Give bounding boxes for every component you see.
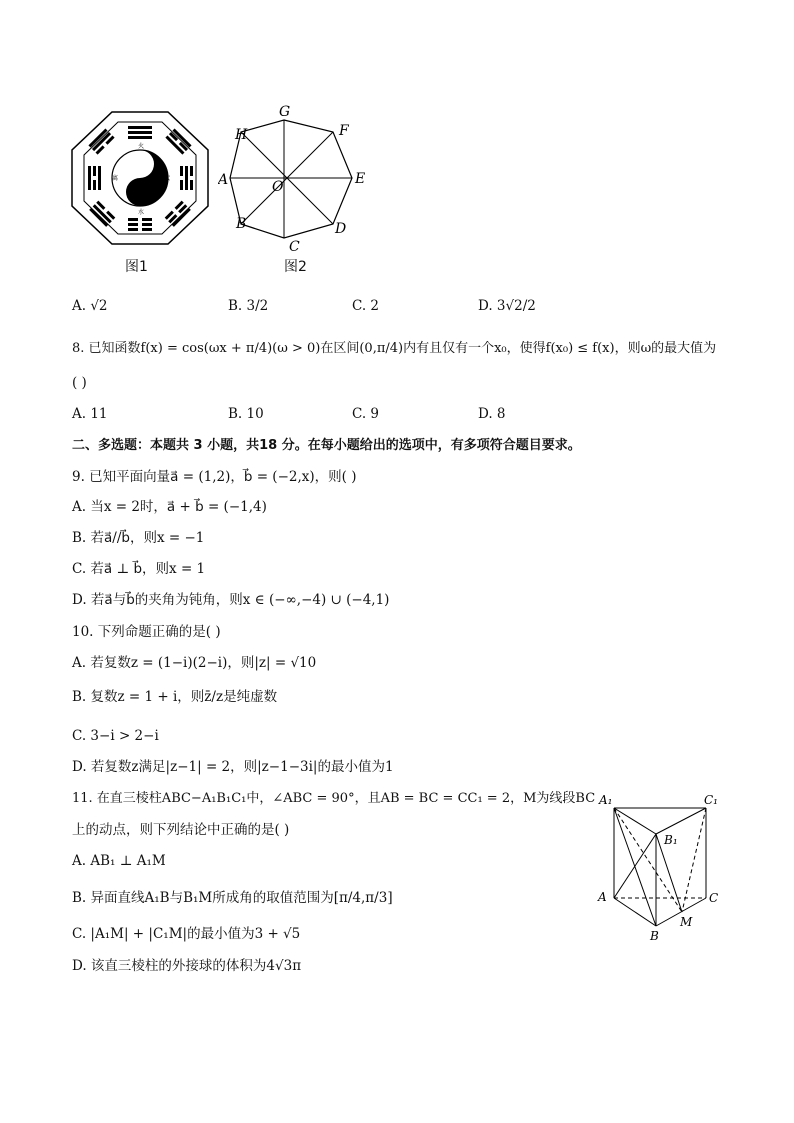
q9-option-d: D. 若a⃗与b⃗的夹角为钝角，则x ∈ (−∞,−4) ∪ (−4,1)	[72, 592, 390, 608]
q8-option-d: D. 8	[478, 406, 506, 422]
label-B1: B₁	[664, 833, 678, 847]
label-C1: C₁	[704, 793, 718, 807]
label-B: B	[650, 929, 659, 943]
q10-option-c: C. 3−i > 2−i	[72, 728, 159, 744]
label-D: D	[335, 221, 347, 237]
figure1-caption: 图1	[125, 259, 148, 275]
section-2-heading: 二、多选题：本题共 3 小题，共18 分。在每小题给出的选项中，有多项符合题目要求。	[72, 438, 581, 453]
bagua-figure	[68, 108, 212, 248]
q11-option-d: D. 该直三棱柱的外接球的体积为4√3π	[72, 958, 302, 974]
q11-option-c: C. |A₁M| + |C₁M|的最小值为3 + √5	[72, 926, 301, 942]
q7-option-d: D. 3√2/2	[478, 298, 536, 314]
q7-option-b: B. 3/2	[228, 298, 269, 314]
q8-stem: 8. 已知函数f(x) = cos(ωx + π/4)(ω > 0)在区间(0,π/4)内有且仅有一个x₀，使得f(x₀) ≤ f(x)，则ω的最大值为	[72, 341, 717, 356]
q8-option-c: C. 9	[352, 406, 380, 422]
label-M: M	[680, 915, 693, 929]
q9-stem: 9. 已知平面向量a⃗ = (1,2)，b⃗ = (−2,x)，则( )	[72, 469, 357, 485]
figure2-caption: 图2	[284, 259, 307, 275]
q8-blank: ( )	[72, 375, 87, 391]
q10-option-b: B. 复数z = 1 + i，则z̄/z是纯虚数	[72, 689, 278, 705]
q9-option-b: B. 若a⃗//b⃗，则x = −1	[72, 530, 205, 546]
label-B: B	[236, 216, 247, 232]
svg-text:火: 火	[138, 143, 145, 150]
q9-option-a: A. 当x = 2时，a⃗ + b⃗ = (−1,4)	[72, 499, 267, 515]
label-O: O	[272, 179, 284, 195]
octagon-figure	[218, 100, 368, 252]
label-A: A	[598, 890, 607, 904]
prism-figure	[594, 788, 726, 944]
label-F: F	[339, 123, 349, 139]
q7-option-c: C. 2	[352, 298, 380, 314]
q11-option-a: A. AB₁ ⊥ A₁M	[72, 853, 166, 869]
svg-text:水: 水	[138, 209, 145, 216]
q10-option-a: A. 若复数z = (1−i)(2−i)，则|z| = √10	[72, 655, 317, 671]
label-G: G	[279, 104, 291, 120]
label-A: A	[218, 172, 229, 188]
label-E: E	[355, 171, 366, 187]
q11-stem-line1: 11. 在直三棱柱ABC−A₁B₁C₁中，∠ABC = 90°，且AB = BC = CC₁ = 2，M为线段BC	[72, 791, 596, 806]
label-C: C	[289, 239, 300, 252]
q11-stem-line2: 上的动点，则下列结论中正确的是( )	[72, 822, 290, 838]
q8-option-a: A. 11	[72, 406, 108, 422]
q9-option-c: C. 若a⃗ ⊥ b⃗，则x = 1	[72, 561, 206, 577]
q7-option-a: A. √2	[72, 298, 108, 314]
q11-option-b: B. 异面直线A₁B与B₁M所成角的取值范围为[π/4,π/3]	[72, 890, 393, 906]
q10-option-d: D. 若复数z满足|z−1| = 2，则|z−1−3i|的最小值为1	[72, 759, 394, 775]
label-C: C	[709, 891, 719, 905]
q8-option-b: B. 10	[228, 406, 264, 422]
svg-text:离: 离	[112, 175, 119, 182]
svg-text:坎: 坎	[164, 175, 171, 182]
label-A1: A₁	[599, 793, 613, 807]
label-H: H	[235, 127, 248, 143]
q10-stem: 10. 下列命题正确的是( )	[72, 624, 221, 640]
